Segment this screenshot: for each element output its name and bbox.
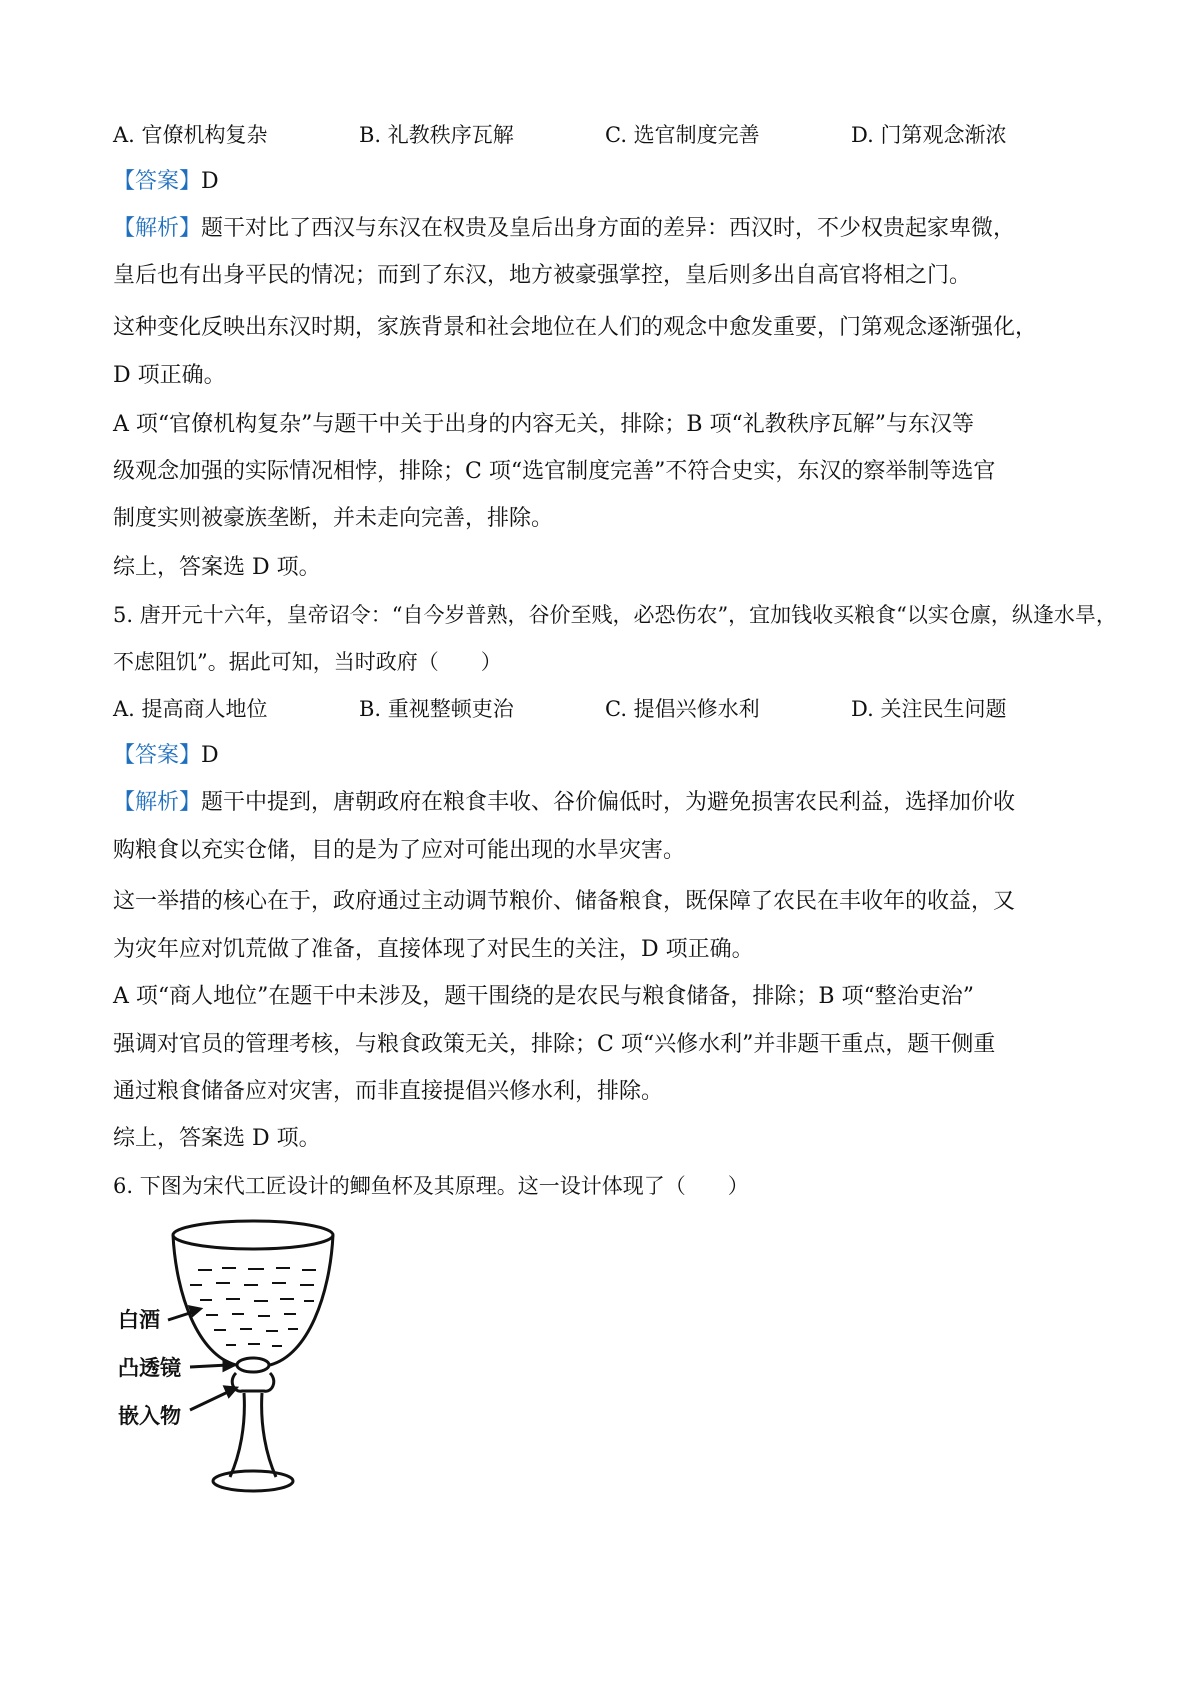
q4-analysis-line: A 项“官僚机构复杂”与题干中关于出身的内容无关，排除；B 项“礼教秩序瓦解”与东汉等 (113, 412, 975, 437)
q5-answer (113, 741, 219, 771)
label-embedded-object: 嵌入物 (118, 1404, 181, 1428)
label-convex-lens: 凸透镜 (118, 1356, 181, 1380)
q5-analysis-line: 综上，答案选 D 项。 (113, 1126, 321, 1151)
answer-value: D (201, 743, 219, 768)
q6-stem: 6. 下图为宋代工匠设计的鲫鱼杯及其原理。这一设计体现了（ ） (113, 1174, 749, 1198)
q5-analysis-line: A 项“商人地位”在题干中未涉及，题干围绕的是农民与粮食储备，排除；B 项“整治吏治” (113, 984, 975, 1009)
q4-analysis-line: D 项正确。 (113, 363, 226, 388)
q4-option-b: B. 礼教秩序瓦解 (359, 123, 514, 147)
answer-tag: 【答案】 (113, 169, 202, 194)
q5-analysis-line (113, 788, 1015, 818)
q5-option-a: A. 提高商人地位 (113, 697, 268, 721)
q5-analysis-line: 这一举措的核心在于，政府通过主动调节粮价、储备粮食，既保障了农民在丰收年的收益，又 (113, 889, 1016, 914)
q5-analysis-line: 购粮食以充实仓储，目的是为了应对可能出现的水旱灾害。 (113, 838, 686, 863)
q5-analysis-line: 通过粮食储备应对灾害，而非直接提倡兴修水利，排除。 (113, 1079, 664, 1104)
q4-analysis-line: 制度实则被豪族垄断，并未走向完善，排除。 (113, 506, 554, 531)
q4-answer (113, 167, 219, 197)
q5-analysis-line: 强调对官员的管理考核，与粮食政策无关，排除；C 项“兴修水利”并非题干重点，题干侧重 (113, 1032, 996, 1057)
cup-base (213, 1471, 293, 1491)
analysis-text: 题干中提到，唐朝政府在粮食丰收、谷价偏低时，为避免损害农民利益，选择加价收 (201, 790, 1016, 815)
stem-knot (232, 1373, 274, 1391)
q4-option-d: D. 门第观念渐浓 (851, 123, 1007, 147)
q4-analysis-line: 综上，答案选 D 项。 (113, 555, 321, 580)
q5-analysis-line: 为灾年应对饥荒做了准备，直接体现了对民生的关注，D 项正确。 (113, 937, 754, 962)
q4-analysis-line: 级观念加强的实际情况相悖，排除；C 项“选官制度完善”不符合史实，东汉的察举制等选官 (113, 459, 996, 484)
q4-option-c: C. 选官制度完善 (605, 123, 760, 147)
q5-stem-line: 5. 唐开元十六年，皇帝诏令：“自今岁普熟，谷价至贱，必恐伤农”，宜加钱收买粮食“以实仓廪，纵逢水旱， (113, 603, 1117, 627)
q5-option-d: D. 关注民生问题 (851, 697, 1007, 721)
analysis-tag: 【解析】 (113, 790, 202, 815)
cup-diagram-svg (118, 1215, 348, 1505)
stem-left (230, 1393, 244, 1477)
q5-option-b: B. 重视整顿吏治 (359, 697, 514, 721)
answer-value: D (201, 169, 219, 194)
q5-stem-line: 不虑阻饥”。据此可知，当时政府（ ） (113, 650, 502, 674)
cup-rim (173, 1221, 333, 1249)
stem-right (262, 1393, 276, 1477)
cup-diagram (118, 1215, 348, 1505)
q4-analysis-line: 这种变化反映出东汉时期，家族背景和社会地位在人们的观念中愈发重要，门第观念逐渐强化， (113, 315, 1038, 340)
q4-option-a: A. 官僚机构复杂 (113, 123, 268, 147)
liquid-dashes (190, 1268, 316, 1346)
analysis-tag: 【解析】 (113, 216, 202, 241)
q4-analysis-line (113, 214, 1015, 244)
convex-lens (237, 1358, 269, 1372)
label-baijiu: 白酒 (118, 1308, 160, 1332)
answer-tag: 【答案】 (113, 743, 202, 768)
q4-analysis-line: 皇后也有出身平民的情况；而到了东汉，地方被豪强掌控，皇后则多出自高官将相之门。 (113, 263, 972, 288)
q5-option-c: C. 提倡兴修水利 (605, 697, 760, 721)
analysis-text: 题干对比了西汉与东汉在权贵及皇后出身方面的差异：西汉时，不少权贵起家卑微， (201, 216, 1016, 241)
